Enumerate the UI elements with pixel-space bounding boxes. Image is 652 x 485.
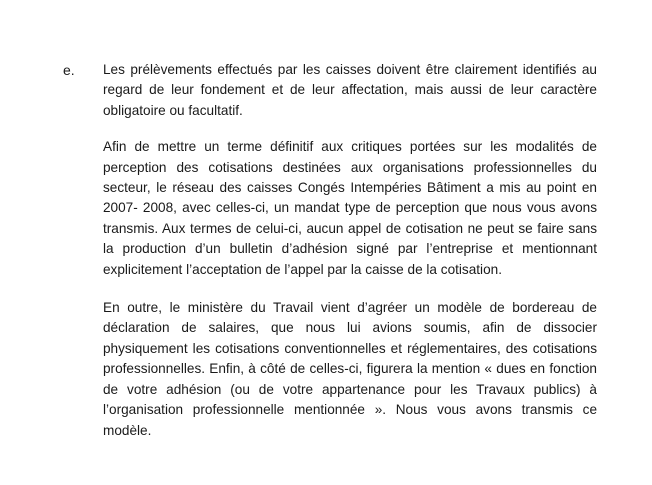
document-body [103,60,597,459]
paragraph-prelevements: Les prélèvements effectués par les caisses doivent être clairement identifiés au regard de leur fondement et de leur affectation, mais aussi de leur caractère obligatoire ou facultatif. [103,62,597,118]
list-item-marker: e. [63,62,75,78]
paragraph-bordereau: En outre, le ministère du Travail vient d’agréer un modèle de bordereau de déclaration de salaires, que nous lui avions soumis, afin de dissocier physiquement les cotisations conventionnelles et réglementaires, des cotisations professionnelles. Enfin, à côté de celles-ci, figurera la mention « dues en fonction de votre adhésion (ou de votre appartenance pour les Travaux publics) à l’organisation professionnelle mentionnée ». Nous vous avons transmis ce modèle. [103,300,597,438]
paragraph-mandat-type: Afin de mettre un terme définitif aux critiques portées sur les modalités de perception des cotisations destinées aux organisations professionnelles du secteur, le réseau des caisses Congés Intempéries Bâtiment a mis au point en 2007- 2008, avec celles-ci, un mandat type de perception que nous vous avons transmis. Aux termes de celui-ci, aucun appel de cotisation ne peut se faire sans la production d’un bulletin d’adhésion signé par l’entreprise et mentionnant explicitement l’acceptation de l’appel par la caisse de la cotisation. [103,139,597,277]
